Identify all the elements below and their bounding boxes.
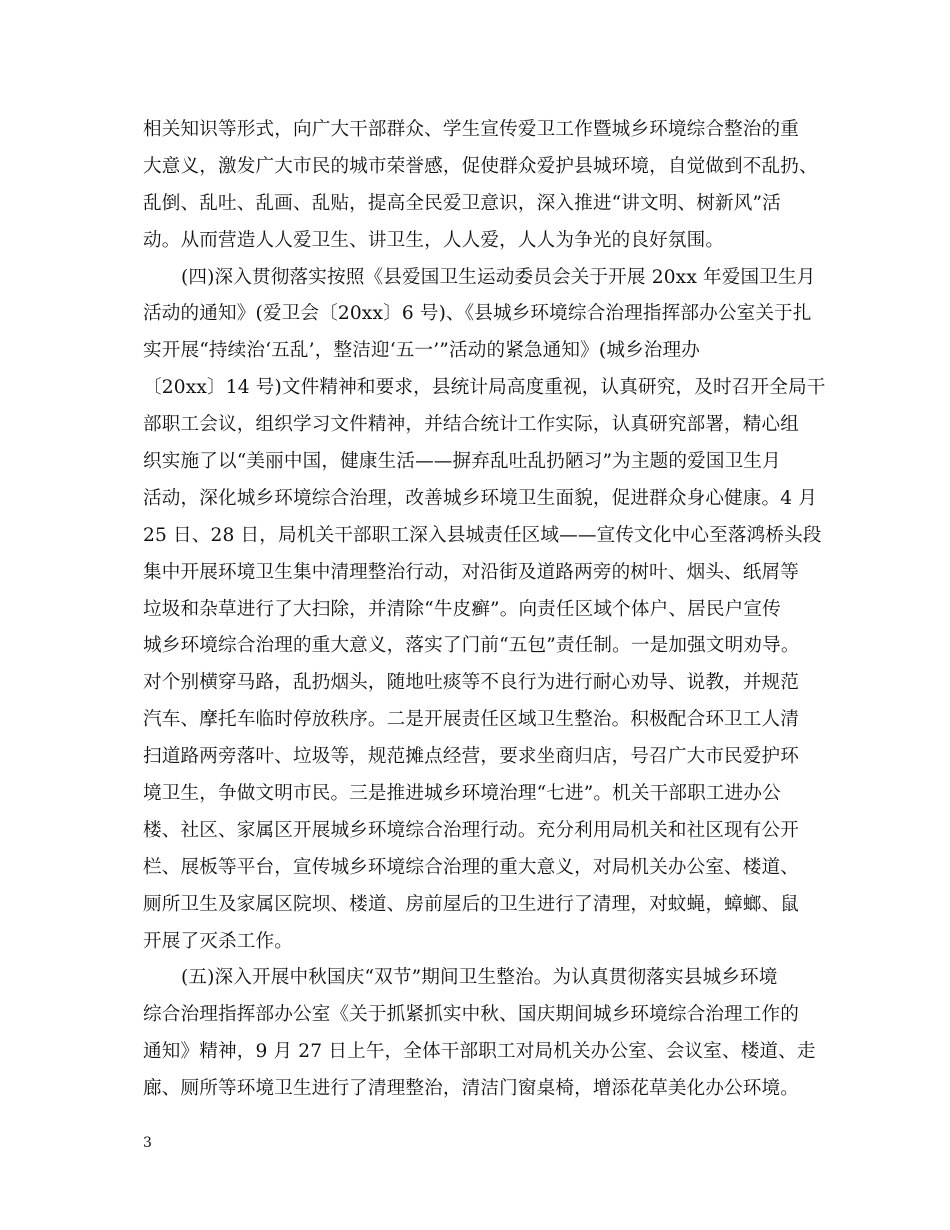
text-line: 汽车、摩托车临时停放秩序。二是开展责任区域卫生整治。积极配合环卫工人清 xyxy=(143,709,800,731)
text-line: 栏、展板等平台，宣传城乡环境综合治理的重大意义，对局机关办公室、楼道、 xyxy=(143,856,800,878)
body-text xyxy=(143,106,826,1102)
text-line: 开展了灭杀工作。 xyxy=(143,930,293,952)
text-line: 对个别横穿马路，乱扔烟头，随地吐痰等不良行为进行耐心劝导、说教，并规范 xyxy=(143,672,800,694)
text-line: (四)深入贯彻落实按照《县爱国卫生运动委员会关于开展 20xx 年爱国卫生月 xyxy=(181,266,816,288)
text-line: 楼、社区、家属区开展城乡环境综合治理行动。充分利用局机关和社区现有公开 xyxy=(143,819,800,841)
text-line: 廊、厕所等环境卫生进行了清理整治，清洁门窗桌椅，增添花草美化办公环境。 xyxy=(143,1078,800,1100)
text-line: 动。从而营造人人爱卫生、讲卫生，人人爱，人人为争光的良好氛围。 xyxy=(143,229,725,251)
text-line: 实开展“持续治‘五乱’，整洁迎‘五一’”活动的紧急通知》(城乡治理办 xyxy=(143,340,701,362)
text-line: 活动，深化城乡环境综合治理，改善城乡环境卫生面貌，促进群众身心健康。4 月 xyxy=(143,487,818,509)
text-line: 织实施了以“美丽中国，健康生活——摒弃乱吐乱扔陋习”为主题的爱国卫生月 xyxy=(143,451,781,473)
text-line: 境卫生，争做文明市民。三是推进城乡环境治理“七进”。机关干部职工进办公 xyxy=(143,783,781,805)
text-line: 集中开展环境卫生集中清理整治行动，对沿街及道路两旁的树叶、烟头、纸屑等 xyxy=(143,561,800,583)
text-line: 部职工会议，组织学习文件精神，并结合统计工作实际，认真研究部署，精心组 xyxy=(143,414,800,436)
text-line: 扫道路两旁落叶、垃圾等，规范摊点经营，要求坐商归店，号召广大市民爱护环 xyxy=(143,746,800,768)
text-line: 厕所卫生及家属区院坝、楼道、房前屋后的卫生进行了清理，对蚊蝇，蟑螂、鼠 xyxy=(143,893,800,915)
text-line: 相关知识等形式，向广大干部群众、学生宣传爱卫工作暨城乡环境综合整治的重 xyxy=(143,119,800,140)
text-line: (五)深入开展中秋国庆“双节”期间卫生整治。为认真贯彻落实县城乡环境 xyxy=(181,967,778,989)
page-number: 3 xyxy=(143,1135,152,1151)
text-line: 乱倒、乱吐、乱画、乱贴，提高全民爱卫意识，深入推进“讲文明、树新风”活 xyxy=(143,192,781,214)
text-line: 通知》精神，9 月 27 日上午，全体干部职工对局机关办公室、会议室、楼道、走 xyxy=(143,1041,816,1063)
text-line: 垃圾和杂草进行了大扫除，并清除“牛皮癣”。向责任区域个体户、居民户宣传 xyxy=(143,598,781,620)
text-line: 大意义，激发广大市民的城市荣誉感，促使群众爱护县城环境，自觉做到不乱扔、 xyxy=(143,155,818,177)
text-line: 城乡环境综合治理的重大意义，落实了门前“五包”责任制。一是加强文明劝导。 xyxy=(143,635,800,657)
text-line: 综合治理指挥部办公室《关于抓紧抓实中秋、国庆期间城乡环境综合治理工作的 xyxy=(143,1004,800,1026)
text-line: 活动的通知》(爱卫会〔20xx〕6 号)、《县城乡环境综合治理指挥部办公室关于扎 xyxy=(143,303,812,325)
text-line: 〔20xx〕14 号)文件精神和要求，县统计局高度重视，认真研究，及时召开全局干 xyxy=(143,377,826,399)
text-line: 25 日、28 日，局机关干部职工深入县城责任区域——宣传文化中心至落鸿桥头段 xyxy=(143,524,822,546)
